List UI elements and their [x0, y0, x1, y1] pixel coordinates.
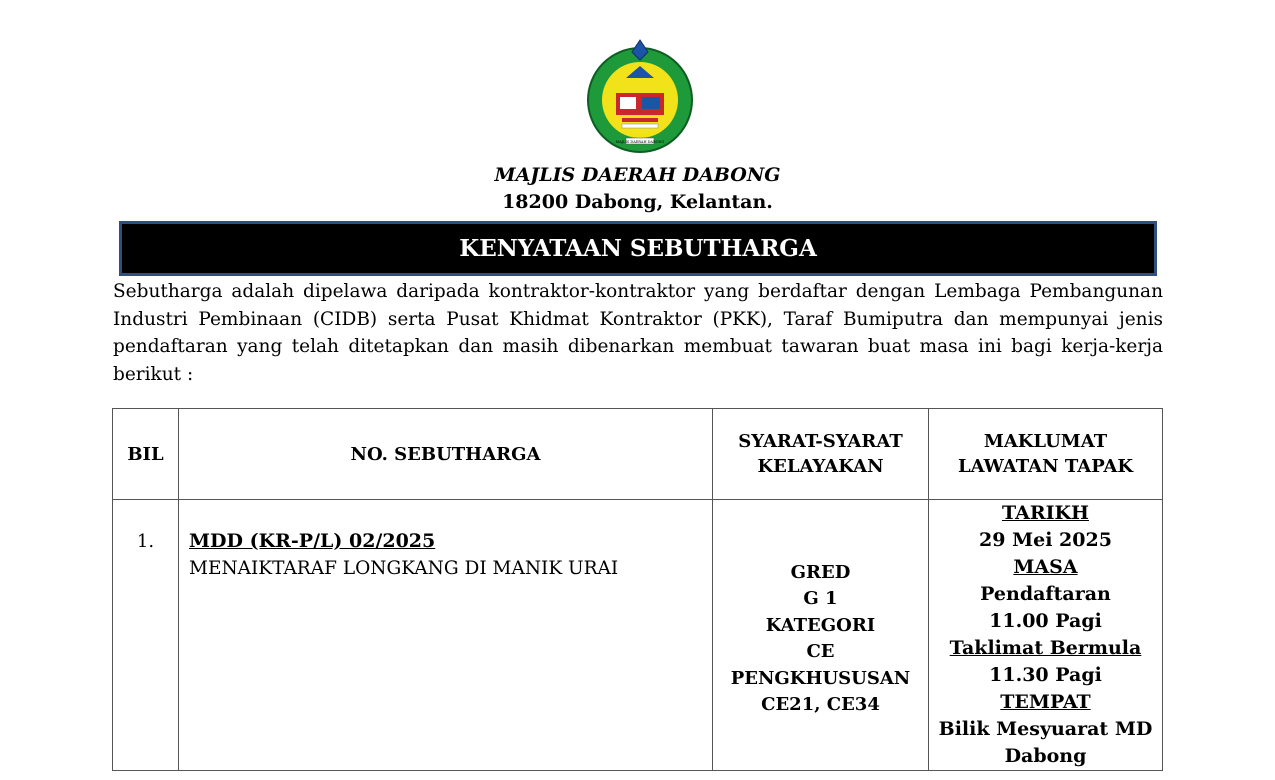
- tempat-value-line1: Bilik Mesyuarat MD: [938, 718, 1153, 740]
- kategori-label: KATEGORI: [765, 614, 876, 636]
- row-maklumat: [929, 500, 1163, 771]
- gred-value: G 1: [803, 588, 838, 609]
- organization-name: MAJLIS DAERAH DABONG: [494, 164, 781, 186]
- taklimat-value: 11.30 Pagi: [989, 664, 1102, 686]
- tempat-value-line2: Dabong: [1004, 745, 1087, 767]
- notice-banner-title: KENYATAAN SEBUTHARGA: [119, 221, 1157, 276]
- taklimat-label: Taklimat Bermula: [949, 637, 1142, 659]
- header-syarat-line2: KELAYAKAN: [757, 456, 884, 477]
- row-tender: [179, 500, 713, 771]
- header-syarat: [713, 409, 929, 500]
- pendaftaran-label: Pendaftaran: [980, 583, 1111, 605]
- tender-reference: MDD (KR-P/L) 02/2025: [189, 530, 436, 552]
- pengkhususan-value: CE21, CE34: [761, 694, 880, 715]
- tarikh-label: TARIKH: [1002, 502, 1089, 524]
- tender-description: MENAIKTARAF LONGKANG DI MANIK URAI: [189, 558, 619, 579]
- row-syarat: [713, 500, 929, 771]
- header-maklumat-line1: MAKLUMAT: [983, 431, 1108, 452]
- table-header-row: [113, 409, 1163, 500]
- kategori-value: CE: [806, 641, 835, 662]
- tarikh-value: 29 Mei 2025: [979, 529, 1112, 551]
- tempat-label: TEMPAT: [1000, 691, 1091, 713]
- row-bil: 1.: [113, 500, 179, 771]
- organization-address: 18200 Dabong, Kelantan.: [502, 191, 773, 213]
- table-row: [113, 500, 1163, 771]
- header-maklumat-line2: LAWATAN TAPAK: [957, 456, 1134, 477]
- masa-label: MASA: [1013, 556, 1078, 578]
- header-maklumat: [929, 409, 1163, 500]
- council-logo: [586, 38, 694, 156]
- tender-table: [112, 408, 1163, 771]
- header-syarat-line1: SYARAT-SYARAT: [738, 431, 903, 452]
- logo-text: MAJLIS DAERAH DABONG: [615, 140, 665, 144]
- intro-paragraph: Sebutharga adalah dipelawa daripada kontraktor-kontraktor yang berdaftar dengan Lembaga Pembangunan Industri Pembinaan (CIDB) serta Pusat Khidmat Kontraktor (PKK), Taraf Bumiputra dan mempunyai jenis pendaftaran yang telah ditetapkan dan masih dibenarkan membuat tawaran buat masa ini bagi kerja-kerja berikut :: [113, 281, 1163, 385]
- pengkhususan-label: PENGKHUSUSAN: [730, 667, 911, 689]
- pendaftaran-value: 11.00 Pagi: [989, 610, 1102, 632]
- header-no-sebutharga: NO. SEBUTHARGA: [179, 409, 713, 500]
- header-bil: BIL: [113, 409, 179, 500]
- gred-label: GRED: [790, 561, 851, 583]
